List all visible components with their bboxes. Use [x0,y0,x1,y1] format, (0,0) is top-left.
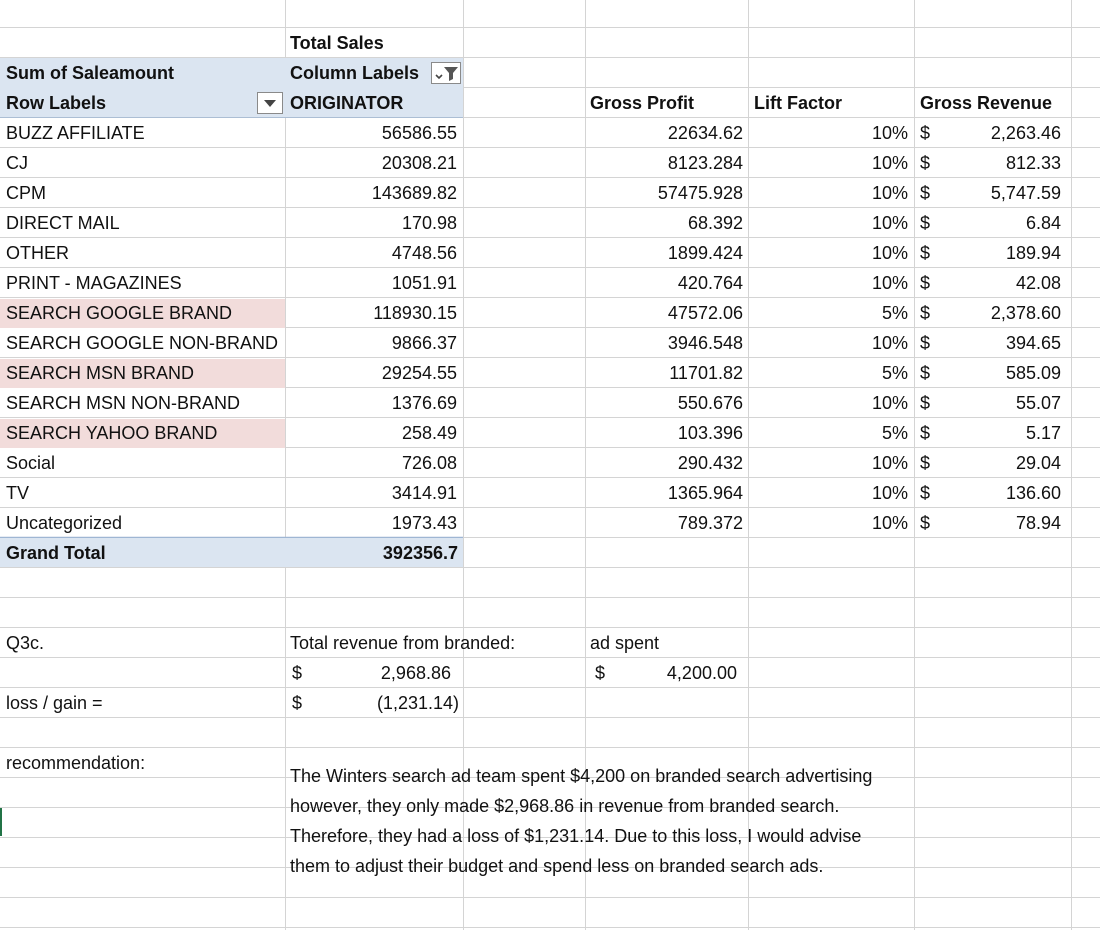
row-gross-revenue: 585.09 [1005,363,1061,383]
row-sales-value: 20308.21 [381,153,457,173]
row-gross-revenue: 394.65 [1005,333,1061,353]
row-lift-factor: 10% [871,183,908,203]
row-revenue-currency: $ [920,243,931,263]
row-gross-profit: 1899.424 [667,243,743,263]
row-label: DIRECT MAIL [6,213,120,233]
row-sales-value: 143689.82 [371,183,457,203]
row-revenue-currency: $ [920,393,931,413]
row-gross-profit: 47572.06 [667,303,743,323]
row-sales-value: 4748.56 [391,243,457,263]
row-labels-dropdown-button[interactable] [257,92,283,114]
row-gross-revenue: 2,263.46 [990,123,1061,143]
row-gross-profit: 68.392 [687,213,743,233]
filter-icon [432,63,460,83]
row-revenue-currency: $ [920,483,931,503]
row-gross-revenue: 2,378.60 [990,303,1061,323]
row-sales-value: 56586.55 [381,123,457,143]
row-sales-value: 3414.91 [391,483,457,503]
row-lift-factor: 10% [871,513,908,533]
row-revenue-currency: $ [920,333,931,353]
row-label: Uncategorized [6,513,123,533]
ad-spent-value: 4,200.00 [666,663,737,683]
row-gross-profit: 550.676 [677,393,743,413]
row-gross-profit: 11701.82 [669,363,743,383]
row-lift-factor: 5% [881,423,908,443]
row-sales-value: 1051.91 [391,273,457,293]
total-revenue-branded-label: Total revenue from branded: [290,633,516,653]
row-lift-factor: 10% [871,273,908,293]
row-revenue-currency: $ [920,183,931,203]
column-filter-button[interactable] [431,62,461,84]
row-revenue-currency: $ [920,273,931,293]
chevron-down-icon [258,93,282,113]
row-revenue-currency: $ [920,303,931,323]
row-gross-profit: 57475.928 [657,183,743,203]
row-gross-revenue: 29.04 [1015,453,1061,473]
row-sales-value: 170.98 [401,213,457,233]
row-lift-factor: 10% [871,393,908,413]
row-revenue-currency: $ [920,513,931,533]
gross-profit-header: Gross Profit [590,93,695,113]
row-label: SEARCH MSN NON-BRAND [6,393,241,413]
ad-spent-currency: $ [595,663,606,683]
row-label: BUZZ AFFILIATE [6,123,145,143]
row-revenue-currency: $ [920,123,931,143]
row-gross-revenue: 5.17 [1025,423,1061,443]
row-revenue-currency: $ [920,453,931,473]
row-revenue-currency: $ [920,423,931,443]
row-sales-value: 258.49 [401,423,457,443]
row-label: SEARCH MSN BRAND [6,363,195,383]
row-lift-factor: 10% [871,213,908,233]
row-gross-revenue: 812.33 [1005,153,1061,173]
row-gross-revenue: 6.84 [1025,213,1061,233]
row-sales-value: 1973.43 [391,513,457,533]
row-gross-revenue: 5,747.59 [990,183,1061,203]
row-sales-value: 9866.37 [391,333,457,353]
row-gross-profit: 290.432 [677,453,743,473]
row-lift-factor: 10% [871,333,908,353]
gross-revenue-header: Gross Revenue [920,93,1053,113]
row-label: PRINT - MAGAZINES [6,273,182,293]
total-revenue-currency: $ [292,663,303,683]
row-revenue-currency: $ [920,213,931,233]
row-gross-profit: 1365.964 [667,483,743,503]
column-labels-header[interactable]: Column Labels [290,63,420,83]
row-gross-revenue: 55.07 [1015,393,1061,413]
row-gross-profit: 103.396 [677,423,743,443]
row-sales-value: 1376.69 [391,393,457,413]
row-revenue-currency: $ [920,153,931,173]
row-gross-profit: 3946.548 [667,333,743,353]
question-label: Q3c. [6,633,45,653]
row-lift-factor: 5% [881,303,908,323]
row-lift-factor: 10% [871,483,908,503]
row-sales-value: 118930.15 [373,303,457,323]
grand-total-value: 392356.7 [382,543,458,563]
row-label: TV [6,483,30,503]
loss-gain-value: (1,231.14) [376,693,459,713]
row-lift-factor: 10% [871,453,908,473]
recommendation-text: The Winters search ad team spent $4,200 on branded search advertising however, they only made $2,968.86 in revenue from branded search. Therefore, they had a loss of $1,231.14. Due to this loss, I would advise them to adjust their budget and spend less on branded search ads. [290,766,873,876]
row-label: Social [6,453,56,473]
row-lift-factor: 10% [871,123,908,143]
originator-header: ORIGINATOR [290,93,404,113]
row-label: OTHER [6,243,69,263]
row-gross-profit: 420.764 [677,273,743,293]
row-labels-header[interactable]: Row Labels [6,93,107,113]
row-label: SEARCH GOOGLE BRAND [6,303,233,323]
row-lift-factor: 10% [871,243,908,263]
row-sales-value: 726.08 [401,453,457,473]
row-gross-revenue: 189.94 [1005,243,1061,263]
grand-total-label: Grand Total [6,543,106,563]
row-label: SEARCH YAHOO BRAND [6,423,218,443]
row-gross-profit: 789.372 [677,513,743,533]
recommendation-label: recommendation: [6,753,146,773]
row-gross-revenue: 136.60 [1005,483,1061,503]
row-lift-factor: 10% [871,153,908,173]
lift-factor-header: Lift Factor [754,93,842,113]
row-gross-profit: 8123.284 [667,153,743,173]
row-revenue-currency: $ [920,363,931,383]
row-gross-revenue: 42.08 [1015,273,1061,293]
row-label: SEARCH GOOGLE NON-BRAND [6,333,279,353]
row-gross-profit: 22634.62 [667,123,743,143]
ad-spent-label: ad spent [590,633,660,653]
row-sales-value: 29254.55 [381,363,457,383]
loss-gain-label: loss / gain = [6,693,103,713]
loss-gain-currency: $ [292,693,303,713]
row-lift-factor: 5% [881,363,908,383]
total-revenue-value: 2,968.86 [380,663,451,683]
sum-of-saleamount-label: Sum of Saleamount [6,63,175,83]
total-sales-header: Total Sales [290,33,384,53]
row-gross-revenue: 78.94 [1015,513,1061,533]
row-label: CPM [6,183,46,203]
row-label: CJ [6,153,28,173]
